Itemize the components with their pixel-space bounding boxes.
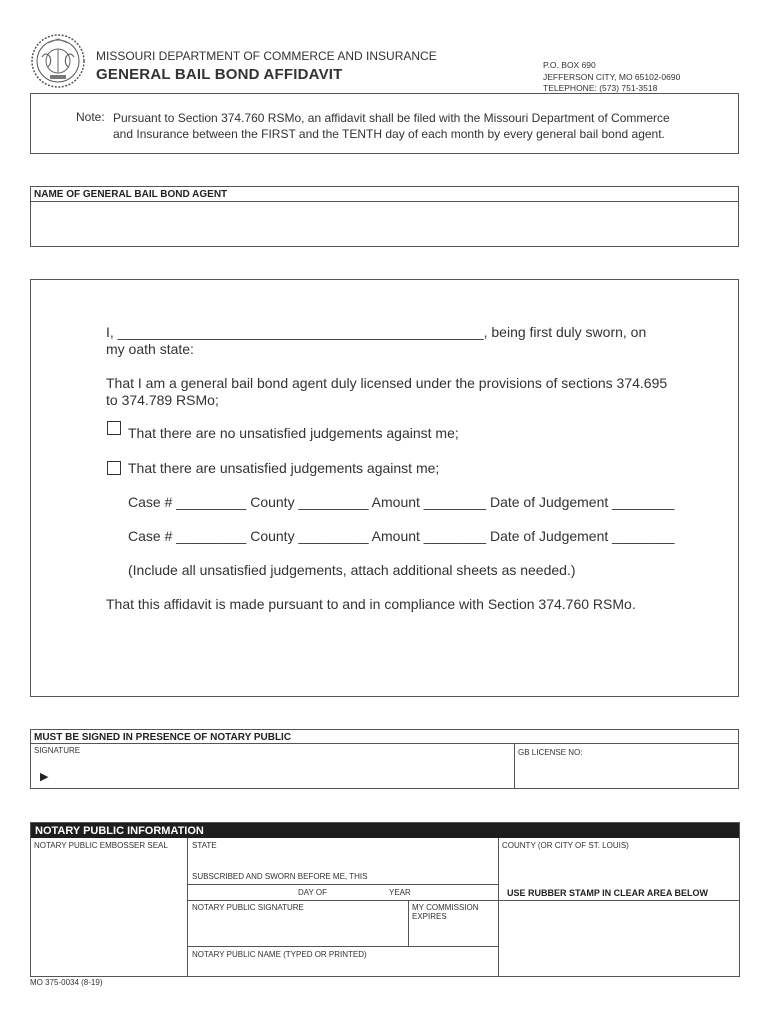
no-judgements-label: That there are no unsatisfied judgements against me;: [128, 425, 459, 441]
year-label: YEAR: [389, 888, 411, 897]
commission-label-line-1: MY COMMISSION: [412, 903, 479, 912]
agent-name-header: NAME OF GENERAL BAIL BOND AGENT: [31, 187, 738, 202]
note-line-1: Pursuant to Section 374.760 RSMo, an affidavit shall be filed with the Missouri Department of Commerce: [113, 111, 670, 125]
compliance-statement: That this affidavit is made pursuant to and in compliance with Section 374.760 RSMo.: [106, 596, 636, 612]
notary-divider: [187, 946, 499, 947]
notary-section-header: NOTARY PUBLIC INFORMATION: [31, 823, 739, 838]
notary-name-field[interactable]: [192, 961, 492, 975]
note-text: [113, 110, 713, 142]
notary-signature-label: NOTARY PUBLIC SIGNATURE: [192, 903, 304, 912]
agent-name-field[interactable]: [31, 203, 738, 246]
notary-county-field[interactable]: [502, 853, 732, 883]
address-line-2: JEFFERSON CITY, MO 65102-0690: [543, 71, 681, 82]
address-line-1: P.O. BOX 690: [543, 60, 596, 70]
form-number: MO 375-0034 (8-19): [30, 978, 103, 987]
include-note: (Include all unsatisfied judgements, attach additional sheets as needed.): [128, 562, 576, 578]
oath-statement: [106, 324, 646, 358]
commission-expires-label: [412, 903, 479, 921]
rubber-stamp-label: USE RUBBER STAMP IN CLEAR AREA BELOW: [507, 888, 709, 898]
notary-divider: [187, 884, 499, 885]
notary-divider: [408, 900, 409, 947]
agent-name-section: [30, 186, 739, 247]
department-address: [543, 60, 680, 95]
license-line-1: That I am a general bail bond agent duly licensed under the provisions of sections 374.695: [106, 375, 668, 391]
no-judgements-checkbox[interactable]: [107, 421, 121, 435]
license-statement: [106, 375, 667, 409]
notary-name-label: NOTARY PUBLIC NAME (TYPED OR PRINTED): [192, 950, 367, 959]
subscribed-label: SUBSCRIBED AND SWORN BEFORE ME, THIS: [192, 872, 368, 881]
notary-section: [30, 822, 740, 977]
notary-divider: [187, 900, 499, 901]
notary-state-label: STATE: [192, 841, 217, 850]
case-row[interactable]: Case # _________ County _________ Amount ________ Date of Judgement ________: [128, 494, 675, 510]
oath-line-1[interactable]: I, _______________________________________________, being first duly sworn, on: [106, 324, 647, 340]
signature-label: SIGNATURE: [34, 746, 81, 755]
notary-divider: [498, 838, 499, 976]
signature-divider: [514, 744, 515, 788]
has-judgements-checkbox[interactable]: [107, 461, 121, 475]
note-line-2: and Insurance between the FIRST and the TENTH day of each month by every general bail bond agent.: [113, 127, 665, 141]
address-line-3: TELEPHONE: (573) 751-3518: [543, 83, 658, 93]
has-judgements-label: That there are unsatisfied judgements against me;: [128, 460, 440, 476]
notary-divider: [498, 900, 739, 901]
notary-signature-field[interactable]: [192, 915, 402, 943]
signature-section-header: MUST BE SIGNED IN PRESENCE OF NOTARY PUBLIC: [31, 730, 738, 744]
form-title: GENERAL BAIL BOND AFFIDAVIT: [96, 66, 343, 83]
state-seal-icon: [30, 33, 86, 89]
day-of-label: DAY OF: [298, 888, 328, 897]
notary-divider: [187, 838, 188, 976]
gb-license-label: GB LICENSE NO:: [518, 748, 583, 757]
case-row[interactable]: Case # _________ County _________ Amount ________ Date of Judgement ________: [128, 528, 675, 544]
oath-line-2: my oath state:: [106, 341, 194, 357]
department-name: MISSOURI DEPARTMENT OF COMMERCE AND INSURANCE: [96, 49, 437, 63]
gb-license-field[interactable]: [518, 760, 733, 786]
signature-field[interactable]: [51, 758, 506, 786]
notary-county-label: COUNTY (OR CITY OF ST. LOUIS): [502, 841, 629, 850]
embosser-seal-label: NOTARY PUBLIC EMBOSSER SEAL: [34, 841, 168, 850]
note-label: Note:: [76, 110, 105, 124]
signature-section: [30, 729, 739, 789]
signature-arrow-icon: ▶: [40, 771, 49, 783]
commission-label-line-2: EXPIRES: [412, 912, 447, 921]
license-line-2: to 374.789 RSMo;: [106, 392, 219, 408]
